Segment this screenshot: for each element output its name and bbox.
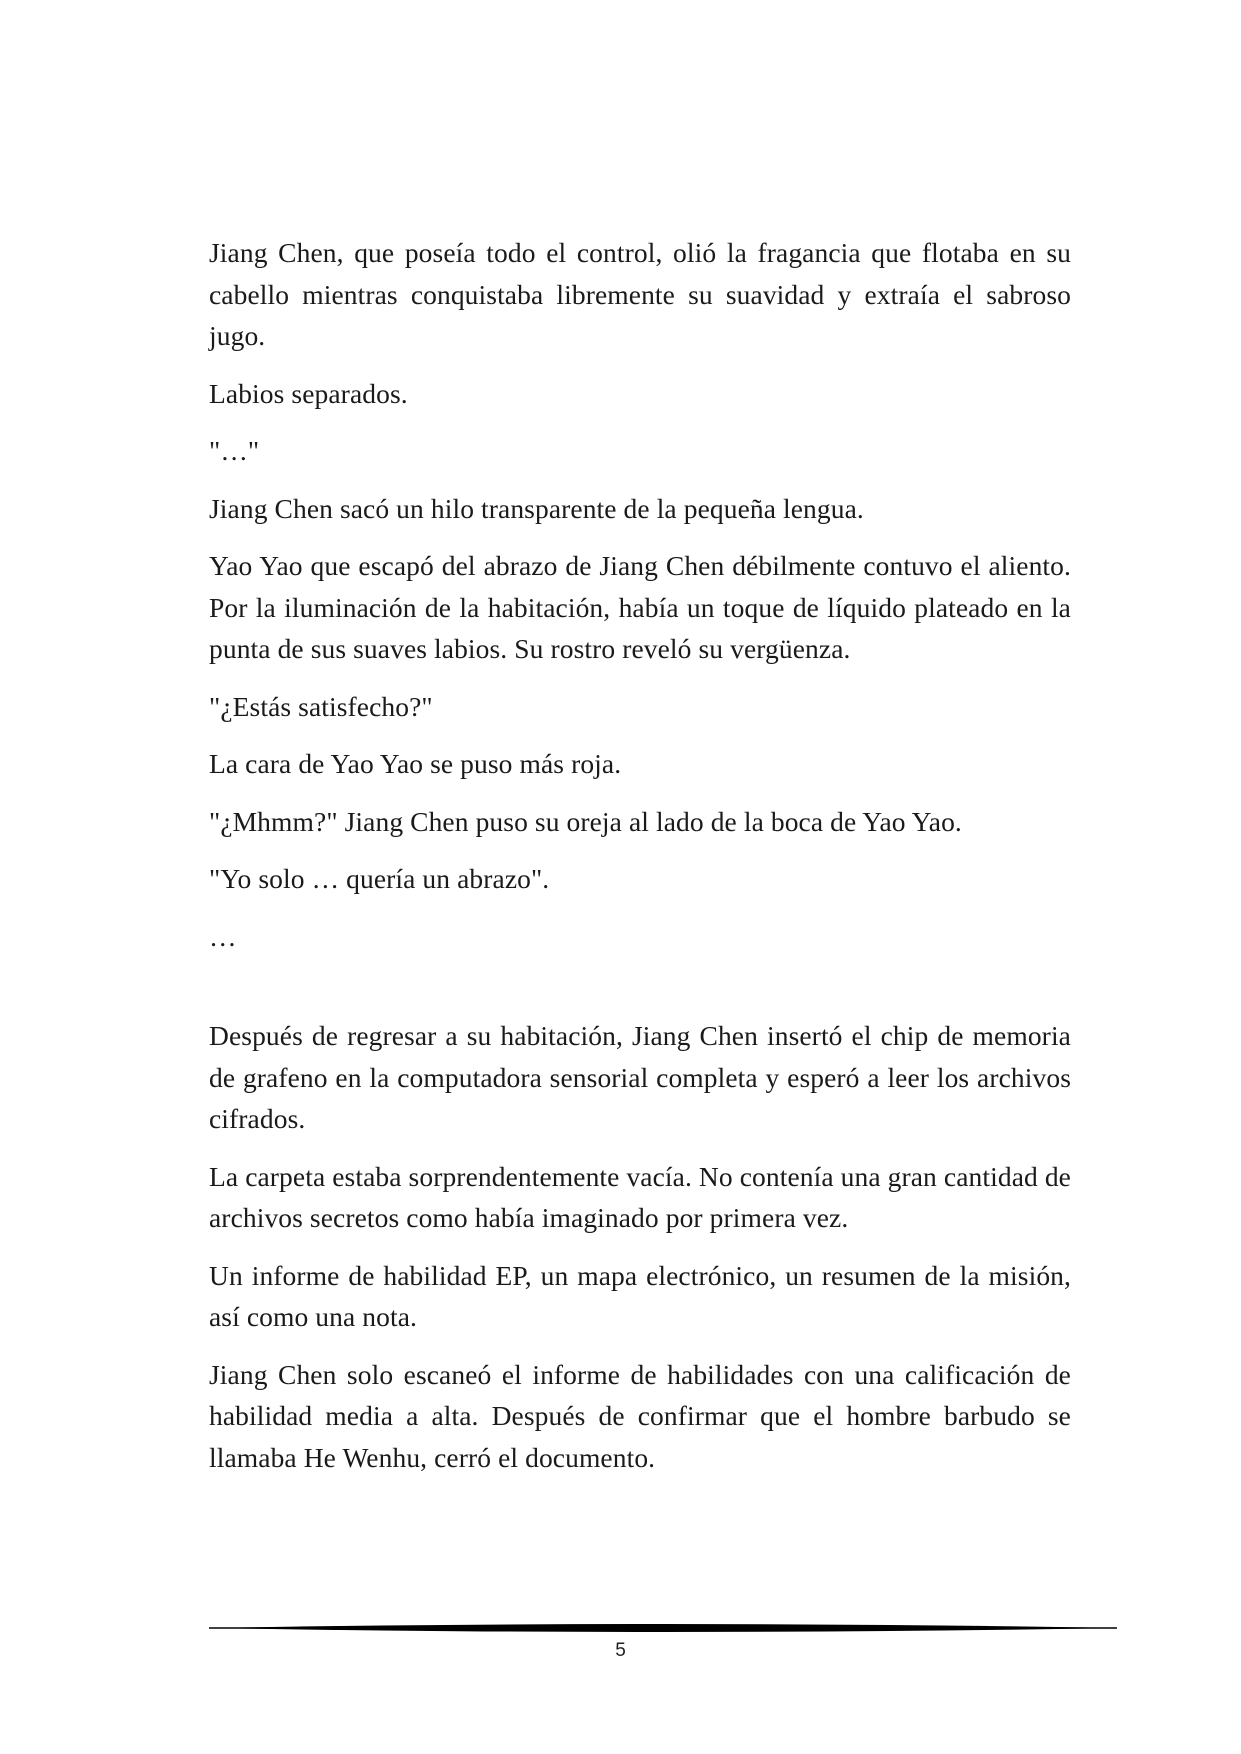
paragraph: La carpeta estaba sorprendentemente vacía. No contenía una gran cantidad de archivos secretos como había imaginado por primera vez. bbox=[209, 1160, 1071, 1233]
paragraph: Labios separados. bbox=[209, 377, 408, 409]
paragraph: Jiang Chen solo escaneó el informe de habilidades con una calificación de habilidad media a alta. Después de confirmar que el hombre barbudo se llamaba He Wenhu, cerró el documento. bbox=[209, 1358, 1071, 1473]
paragraph: "¿Estás satisfecho?" bbox=[209, 690, 433, 722]
paragraph: Un informe de habilidad EP, un mapa electrónico, un resumen de la misión, así como una nota. bbox=[209, 1259, 1071, 1332]
document-body bbox=[209, 232, 1071, 1494]
paragraph: "¿Mhmm?" Jiang Chen puso su oreja al lado de la boca de Yao Yao. bbox=[209, 805, 962, 837]
section-break bbox=[209, 973, 1071, 1015]
paragraph: Después de regresar a su habitación, Jiang Chen insertó el chip de memoria de grafeno en la computadora sensorial completa y esperó a leer los archivos cifrados. bbox=[209, 1020, 1071, 1134]
paragraph: Yao Yao que escapó del abrazo de Jiang Chen débilmente contuvo el aliento. Por la iluminación de la habitación, había un toque de líquido plateado en la punta de sus suaves labios. Su rostro reveló su vergüenza. bbox=[209, 550, 1071, 664]
paragraph: "Yo solo … quería un abrazo". bbox=[209, 863, 550, 894]
footer-divider bbox=[209, 1618, 1117, 1638]
paragraph: Jiang Chen, que poseía todo el control, olió la fragancia que flotaba en su cabello mientras conquistaba libremente su suavidad y extraía el sabroso jugo. bbox=[209, 237, 1071, 351]
page-number: 5 bbox=[615, 1640, 626, 1661]
paragraph: Jiang Chen sacó un hilo transparente de la pequeña lengua. bbox=[209, 492, 864, 524]
paragraph: … bbox=[209, 920, 237, 952]
paragraph: La cara de Yao Yao se puso más roja. bbox=[209, 748, 622, 779]
paragraph: "…" bbox=[209, 435, 260, 466]
